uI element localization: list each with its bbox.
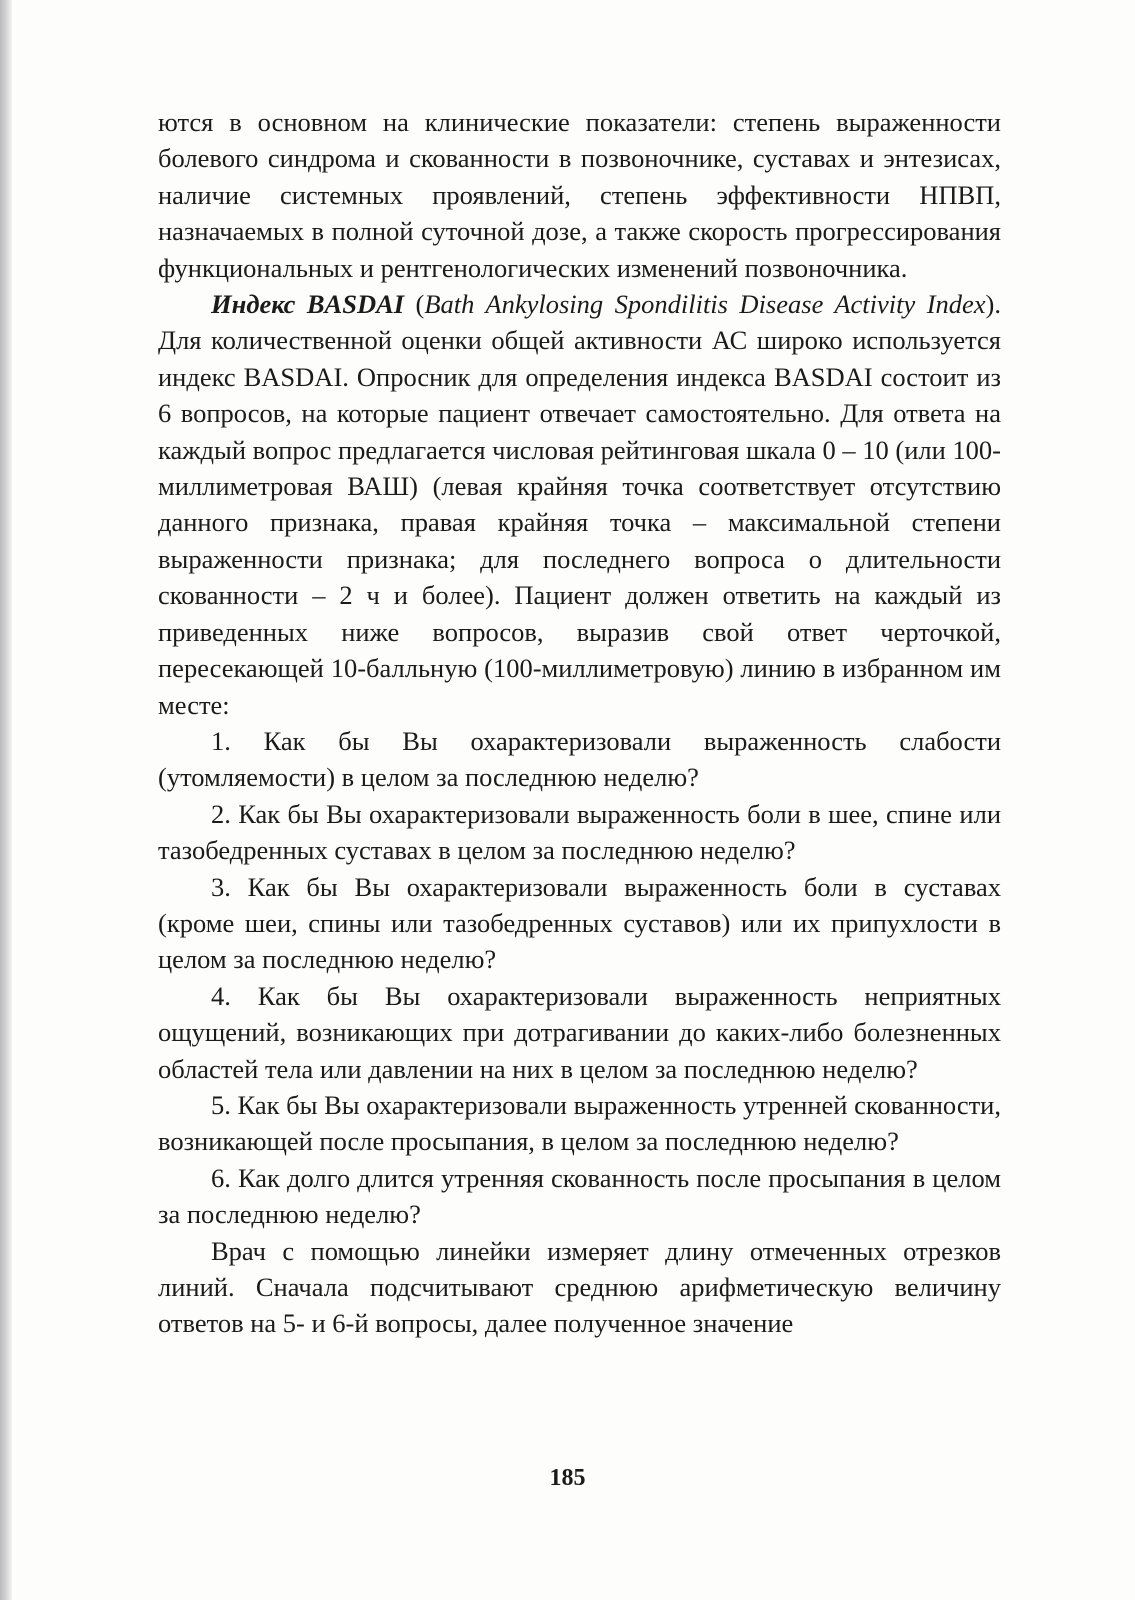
- page-binding-shadow: [0, 0, 12, 1600]
- paragraph-closing: Врач с помощью линейки измеряет длину отмеченных отрезков линий. Сначала подсчитывают среднюю арифметическую величину ответов на 5- и 6-й вопросы, далее полученное значение: [158, 1235, 1001, 1339]
- question-item: 5. Как бы Вы охарактеризовали выраженность утренней скованности, возникающей после просыпания, в целом за последнюю неделю?: [158, 1089, 1001, 1157]
- basdai-english-name: Bath Ankylosing Spondilitis Disease Activity Index: [424, 289, 986, 320]
- question-item: 2. Как бы Вы охарактеризовали выраженность боли в шее, спине или тазобедренных суставах в целом за последнюю неделю?: [158, 798, 1001, 866]
- paragraph-intro: ются в основном на клинические показатели: степень выраженности болевого синдрома и скованности в позвоночнике, суставах и энтезисах, наличие системных проявлений, степень эффективности НПВП, назначаемых в полной суточной дозе, а также скорость прогрессирования функциональных и рентгенологических изменений позвоночника.: [158, 107, 1001, 283]
- question-item: 4. Как бы Вы охарактеризовали выраженность неприятных ощущений, возникающих при дотрагивании до каких-либо болезненных областей тела или давлении на них в целом за последнюю неделю?: [158, 980, 1001, 1084]
- question-item: 3. Как бы Вы охарактеризовали выраженность боли в суставах (кроме шеи, спины или тазобедренных суставов) или их припухлости в целом за последнюю неделю?: [158, 871, 1001, 975]
- basdai-heading-close: ).: [985, 289, 1001, 320]
- basdai-body: Для количественной оценки общей активности АС широко используется индекс BASDAI. Опросник для определения индекса BASDAI состоит из 6 вопросов, на которые пациент отвечает самостоятельно. Для ответа на каждый вопрос предлагается числовая рейтинговая шкала 0 – 10 (или 100-миллиметровая ВАШ) (левая крайняя точка соответствует отсутствию данного признака, правая крайняя точка – максимальной степени выраженности признака; для последнего вопроса о длительности скованности – 2 ч и более). Пациент должен ответить на каждый из приведенных ниже вопросов, выразив свой ответ черточкой, пересекающей 10-балльную (100-миллиметровую) линию в избранном им месте:: [158, 325, 1001, 720]
- basdai-heading-open: (: [404, 289, 425, 320]
- paragraph-basdai: [158, 286, 1001, 723]
- question-item: 6. Как долго длится утренняя скованность после просыпания в целом за последнюю неделю?: [158, 1162, 1001, 1230]
- question-item: 1. Как бы Вы охарактеризовали выраженность слабости (утомляемости) в целом за последнюю неделю?: [158, 725, 1001, 793]
- basdai-heading: Индекс BASDAI: [211, 289, 405, 320]
- page-text: [158, 104, 1001, 1342]
- page-number: 185: [549, 1465, 586, 1491]
